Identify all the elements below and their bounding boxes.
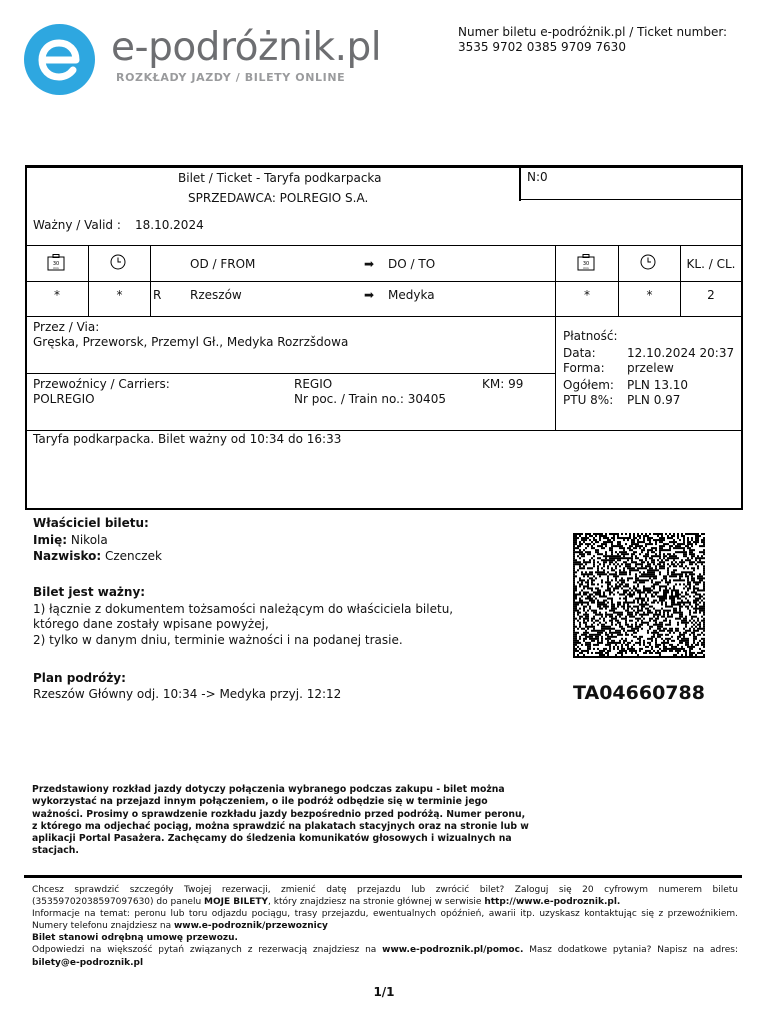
via-stations: Gręska, Przeworsk, Przemyl Gł., Medyka Rozrzšdowa [33,335,349,349]
to-label: DO / TO [388,257,436,271]
total-amount: PLN 13.10 [627,378,689,392]
footer-text-span: Informacje na temat: peronu lub toru odjazdu pociągu, trasy przejazdu, ewentualnych opóźnień, awarii itp. uzyskasz kontaktując się z przewoźnikiem. Numery telefonu znajdziesz na [32,909,738,932]
footer-info [32,884,738,969]
total-label: Ogółem: [563,378,614,392]
ptu-label: PTU 8%: [563,393,614,407]
payment-date: 12.10.2024 20:37 [627,346,735,360]
first-name: Nikola [70,533,108,547]
from-label: OD / FROM [190,257,256,271]
route-type: R [153,288,162,302]
logo-e-icon [24,24,95,95]
route-col3: * [584,288,590,302]
route-col1: * [54,288,60,302]
valid-label: Ważny / Valid : [33,218,121,232]
via-label: Przez / Via: [33,320,100,334]
logo-circle [24,24,95,95]
carrier: POLREGIO [33,392,95,406]
contract-note: Bilet stanowi odrębną umowę przewozu. [32,933,238,944]
last-name-label: Nazwisko: [33,549,102,563]
page-number: 1/1 [373,985,395,999]
footer-text-span: Masz dodatkowe pytania? Napisz na adres: [523,945,738,956]
carriers-label: Przewoźnicy / Carriers: [33,377,170,391]
owner-first-name-row [33,533,108,548]
validity-heading: Bilet jest ważny: [33,585,146,599]
train-number: Nr poc. / Train no.: 30405 [294,392,446,406]
valid-date: 18.10.2024 [135,218,204,232]
my-tickets-link[interactable]: MOJE BILETY [204,897,269,908]
seller: SPRZEDAWCA: POLREGIO S.A. [188,191,369,205]
ticket-30-icon [577,254,595,271]
qr-code [573,533,705,658]
train-category: REGIO [294,377,333,391]
footer-paragraph-1 [32,884,738,908]
ticket-30-icon [47,254,65,271]
last-name: Czenczek [105,549,162,563]
plan-heading: Plan podróży: [33,671,126,685]
arrow-icon: ➡ [364,288,375,302]
route-from: Rzeszów [190,288,242,302]
footer-text-span: Chcesz sprawdzić szczegóły Twojej rezerwacji, zmienić datę przejazdu lub zwrócić bilet? Zaloguj się 20 cyfrowym numerem biletu (35359702038597097630) do panelu [32,885,738,908]
route-class: 2 [707,288,715,302]
payment-date-label: Data: [563,346,596,360]
svg-text:30: 30 [52,261,60,267]
class-label: KL. / CL. [686,257,736,271]
validity-line2: którego dane zostały wpisane powyżej, [33,617,269,631]
km: KM: 99 [482,377,524,391]
route-col4: * [646,288,653,302]
validity-line1: 1) łącznie z dokumentem tożsamości należącym do właściciela biletu, [33,602,454,616]
schedule-notice: Przedstawiony rozkład jazdy dotyczy połączenia wybranego podczas zakupu - bilet można wykorzystać na przejazd innym połączeniem, o ile podróż odbędzie się w terminie jego ważności. Prosimy o sprawdzenie rozkładu jazdy bezpośrednio przed podróżą. Numer peronu, z którego ma odjechać pociąg, można sprawdzić na plakatach stacyjnych oraz na stronie lub w aplikacji Portal Pasażera. Zachęcamy do śledzenia komunikatów głosowych i wizualnych na stacjach. [32,784,529,857]
clock-icon [640,254,656,270]
route-col2: * [116,288,123,302]
ptu-amount: PLN 0.97 [627,393,681,407]
svg-text:30: 30 [582,261,590,267]
email-link[interactable]: bilety@e-podroznik.pl [32,957,144,968]
svg-text:min: min [53,266,59,270]
owner-heading: Właściciel biletu: [33,516,149,530]
footer-text-span: , który znajdziesz na stronie głównej w serwisie [268,897,485,908]
footer-divider [24,875,742,878]
footer-paragraph-3 [32,932,738,944]
footer-paragraph-4 [32,944,738,968]
payment-form: przelew [627,361,674,375]
ticket-number: 3535 9702 0385 9709 7630 [458,40,626,54]
help-link[interactable]: www.e-podroznik.pl/pomoc. [382,945,524,956]
footer-paragraph-2 [32,908,738,932]
route-to: Medyka [388,288,435,302]
ticket-number-label: Numer biletu e-podróżnik.pl / Ticket number: [458,25,728,39]
arrow-icon: ➡ [364,257,375,271]
validity-line3: 2) tylko w danym dniu, terminie ważności i na podanej trasie. [33,633,403,647]
ticket-title: Bilet / Ticket - Taryfa podkarpacka [178,171,382,185]
svg-text:min: min [583,266,589,270]
logo-text: e-podróżnik.pl [111,25,382,70]
tariff-note: Taryfa podkarpacka. Bilet ważny od 10:34 do 16:33 [33,432,342,446]
logo-tagline: ROZKŁADY JAZDY / BILETY ONLINE [116,71,346,84]
payment-label: Płatność: [563,329,618,343]
carriers-link[interactable]: www.e-podroznik/przewoznicy [173,921,328,932]
plan-text: Rzeszów Główny odj. 10:34 -> Medyka przyj. 12:12 [33,687,342,701]
owner-last-name-row [33,549,162,564]
site-link[interactable]: http://www.e-podroznik.pl. [484,897,621,908]
payment-form-label: Forma: [563,361,605,375]
n-label: N:0 [527,170,548,184]
footer-text-span: Odpowiedzi na większość pytań związanych z rezerwacją znajdziesz na [32,945,383,956]
clock-icon [110,254,126,270]
first-name-label: Imię: [33,533,68,547]
ticket-code: TA04660788 [573,682,705,704]
